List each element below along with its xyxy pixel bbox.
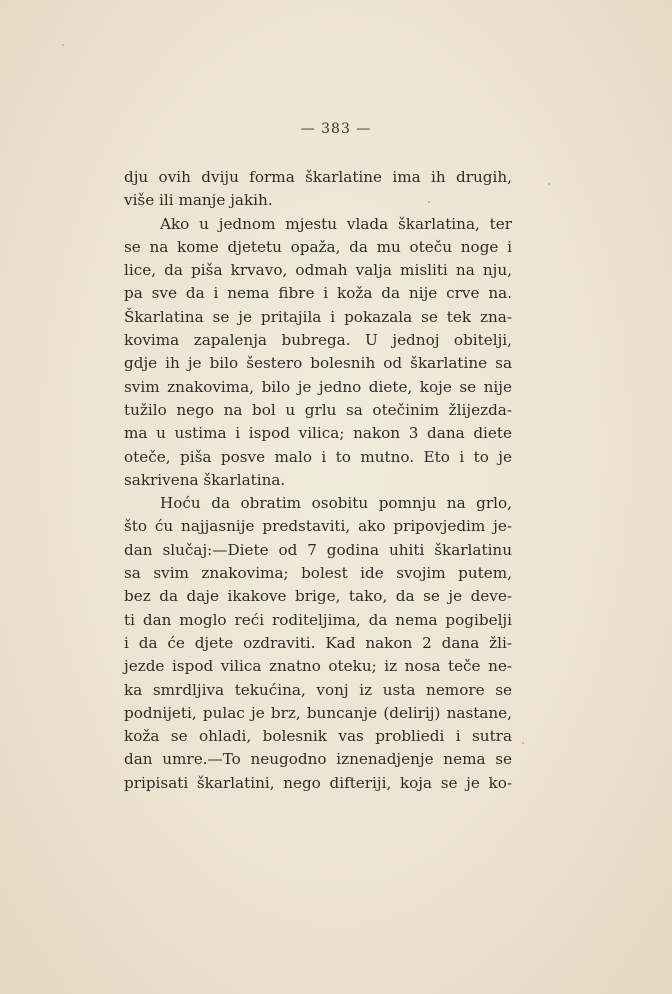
text-line: Škarlatina se je pritajila i pokazala se tek zna- (124, 307, 512, 326)
text-line: ma u ustima i ispod vilica; nakon 3 dana diete (124, 424, 512, 443)
text-line: koža se ohladi, bolesnik vas probliedi i sutra (124, 727, 512, 746)
text-line: podnijeti, pulac je brz, buncanje (delirij) nastane, (124, 703, 512, 722)
paper-speck (522, 742, 524, 744)
text-line: dan umre.—To neugodno iznenadjenje nema se (124, 750, 512, 769)
text-line: ka smrdljiva tekućina, vonj iz usta nemore se (124, 680, 512, 699)
text-line: jezde ispod vilica znatno oteku; iz nosa teče ne- (124, 657, 512, 676)
page-number: — 383 — (300, 121, 372, 137)
text-line: pripisati škarlatini, nego difteriji, koja se je ko- (124, 773, 512, 792)
text-line: dju ovih dviju forma škarlatine ima ih drugih, (124, 168, 512, 186)
paper-speck (428, 201, 430, 203)
text-line: tužilo nego na bol u grlu sa otečinim žlijezda- (124, 400, 512, 419)
text-line: bez da daje ikakove brige, tako, da se je deve- (124, 587, 512, 606)
text-line: gdje ih je bilo šestero bolesnih od škarlatine sa (124, 354, 512, 373)
text-line: lice, da piša krvavo, odmah valja misliti na nju, (124, 261, 512, 280)
text-line: više ili manje jakih. (124, 191, 273, 210)
text-line: sa svim znakovima; bolest ide svojim putem, (124, 564, 512, 583)
paper-speck (62, 44, 64, 46)
body-text (124, 166, 512, 795)
text-line: dan slučaj:—Diete od 7 godina uhiti škarlatinu (124, 540, 512, 559)
text-line: oteče, piša posve malo i to mutno. Eto i to je (124, 447, 512, 466)
text-line: pa sve da i nema fibre i koža da nije crve na. (124, 284, 512, 303)
text-line: sakrivena škarlatina. (124, 470, 286, 489)
text-line: kovima zapalenja bubrega. U jednoj obitelji, (124, 331, 512, 350)
text-line: Hoću da obratim osobitu pomnju na grlo, (160, 494, 512, 513)
text-line: i da će djete ozdraviti. Kad nakon 2 dana žli- (124, 633, 512, 652)
text-line: svim znakovima, bilo je jedno diete, koje se nije (124, 377, 512, 396)
text-line: Ako u jednom mjestu vlada škarlatina, ter (160, 214, 512, 233)
text-line: se na kome djetetu opaža, da mu oteču noge i (124, 237, 512, 256)
text-line: ti dan moglo reći roditeljima, da nema pogibelji (124, 610, 512, 629)
text-line: što ću najjasnije predstaviti, ako pripovjedim je- (124, 517, 512, 536)
paper-speck (548, 183, 550, 185)
